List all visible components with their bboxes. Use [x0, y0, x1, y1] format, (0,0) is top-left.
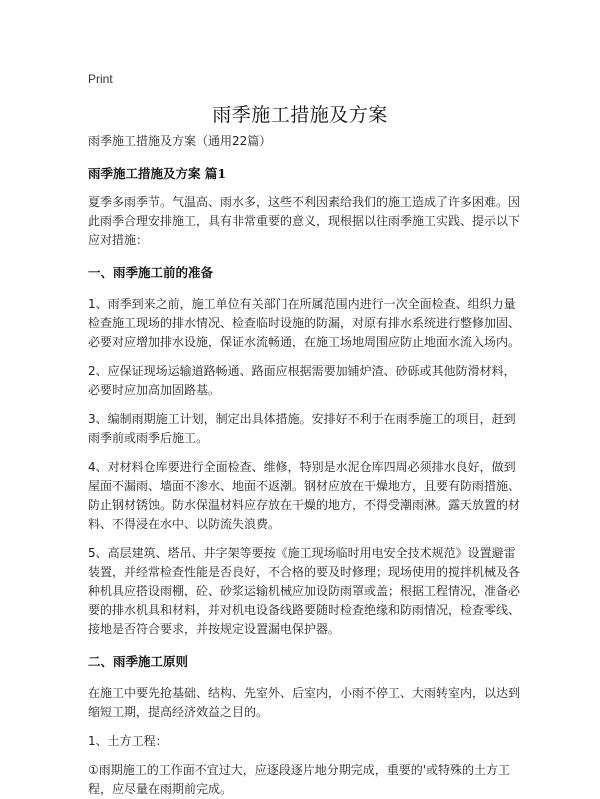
heading-principles: 二、雨季施工原则 [88, 654, 189, 669]
heading-preparation: 一、雨季施工前的准备 [88, 265, 214, 280]
list-item: 3、编制雨期施工计划，制定出具体措施。安排好不利于在雨季施工的项目，赶到雨季前或雨季后施工。 [88, 412, 516, 445]
document-body [88, 132, 520, 799]
intro-paragraph: 夏季多雨季节。气温高、雨水多，这些不利因素给我们的施工造成了许多困难。因此雨季合理安排施工，具有非常重要的意义，现根据以往雨季施工实践、提示以下应对措施： [88, 195, 521, 247]
print-label: Print [88, 72, 113, 86]
list-item: 1、雨季到来之前，施工单位有关部门在所属范围内进行一次全面检查、组织力量检查施工现场的排水情况、检查临时设施的防漏，对原有排水系统进行整修加固、必要对应增加排水设施，保证水流畅通，在施工场地周围应防止地面水流入场内。 [88, 297, 521, 349]
list-item: 5、高层建筑、塔吊、井字架等要按《施工现场临时用电安全技术规范》设置避雷装置，并经常检查性能是否良好，不合格的要及时修理；现场使用的搅拌机械及各种机具应搭设雨棚，砼、砂浆运输机械应加设防雨罩或盖；根据工程情况，准备必要的排水机具和材料，并对机电设备线路要随时检查绝缘和防雨情况，检查零线、接地是否符合要求，并按规定设置漏电保护器。 [88, 546, 521, 636]
list-item: 4、对材料仓库要进行全面检查、维修，特别是水泥仓库四周必须排水良好，做到屋面不漏雨、墙面不渗水、地面不返潮。钢材应放在干燥地方，且要有防雨措施、防止钢材锈蚀。防水保温材料应存放在干燥的地方，不得受潮雨淋。露天放置的材料、不得浸在水中、以防流失浪费。 [88, 460, 521, 531]
document-title: 雨季施工措施及方案 [212, 104, 388, 126]
subheading-earthwork: 1、土方工程： [88, 734, 168, 748]
list-item: 2、应保证现场运输道路畅通、路面应根据需要加铺炉渣、砂砾或其他防滑材料，必要时应加高加固路基。 [88, 364, 516, 397]
section-heading: 雨季施工措施及方案 篇1 [88, 166, 227, 181]
principle-paragraph: 在施工中要先抢基础、结构、先室外、后室内，小雨不停工、大雨转室内，以达到缩短工期，提高经济效益之目的。 [88, 686, 521, 719]
earthwork-paragraph: ①雨期施工的工作面不宜过大，应逐段逐片地分期完成，重要的'或特殊的土方工程，应尽量在雨期前完成。 [88, 763, 511, 796]
document-subtitle: 雨季施工措施及方案（通用22篇） [88, 134, 272, 148]
